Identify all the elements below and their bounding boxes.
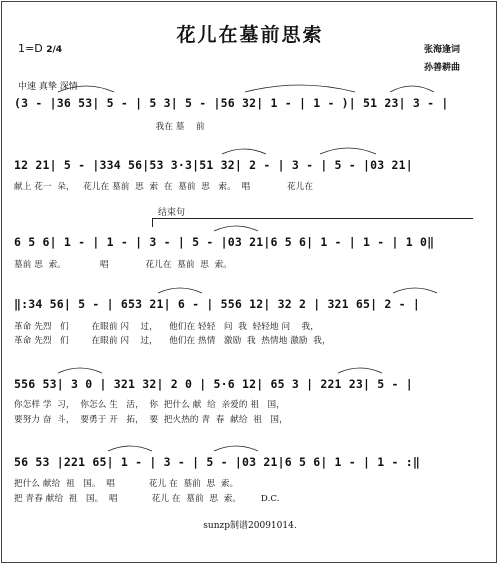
transcriber-footer: sunzp制谱20091014. <box>203 521 297 531</box>
key-label: 1=D <box>18 42 43 55</box>
lyric-line-1: 我在 墓 前 <box>14 122 205 132</box>
notation-line-1: (3 - |36 53| 5 - | 5 3| 5 - |56 32| 1 - | 1 - )| 51 23| 3 - | <box>14 96 449 110</box>
song-title: 花儿在墓前思索 <box>176 24 324 46</box>
lyric-line-5b: 要努力 奋 斗， 要勇于 开 拓， 要 把火热的 青 春 献给 祖 国， <box>14 415 288 425</box>
lyric-line-6b: 把 青春 献给 祖 国。 唱 花儿 在 墓前 思 索。 D.C. <box>14 494 280 504</box>
lyric-line-3: 墓前 思 索。 唱 花儿在 墓前 思 索。 <box>14 260 232 270</box>
lyric-line-4b: 革命 先烈 们 在眼前 闪 过， 他们在 热情 激励 我 热情地 激励 我， <box>14 336 331 346</box>
notation-line-2: 12 21| 5 - |334 56|53 3·3|51 32| 2 - | 3 - | 5 - |03 21| <box>14 158 413 172</box>
notation-line-3: 6 5 6| 1 - | 1 - | 3 - | 5 - |03 21|6 5 6| 1 - | 1 - | 1 0‖ <box>14 235 435 249</box>
notation-line-4: ‖:34 56| 5 - | 653 21| 6 - | 556 12| 32 2 | 321 65| 2 - | <box>14 297 421 311</box>
composer-credit: 孙善耕曲 <box>423 63 460 73</box>
lyric-line-2: 献上 花一 朵， 花儿在 墓前 思 索 在 墓前 思 索。 唱 花儿在 <box>14 182 314 192</box>
time-signature: 2/4 <box>46 45 62 55</box>
lyric-line-4a: 革命 先烈 们 在眼前 闪 过， 他们在 轻轻 问 我 轻轻地 问 我， <box>14 322 319 332</box>
lyricist-credit: 张海逢词 <box>423 45 460 55</box>
ending-bracket <box>152 218 473 227</box>
lyric-line-5a: 你怎样 学 习， 你怎么 生 活， 你 把什么 献 给 亲爱的 祖 国， <box>14 400 285 410</box>
notation-line-6: 56 53 |221 65| 1 - | 3 - | 5 - |03 21|6 5 6| 1 - | 1 - :‖ <box>14 455 421 469</box>
tempo-marking: 中速 真挚 深情 <box>18 82 78 92</box>
key-signature <box>18 42 62 55</box>
lyric-line-6a: 把什么 献给 祖 国。 唱 花儿 在 墓前 思 索。 <box>14 479 239 489</box>
notation-line-5: 556 53| 3 0 | 321 32| 2 0 | 5·6 12| 65 3 | 221 23| 5 - | <box>14 377 413 391</box>
ending-section-label: 结束句 <box>158 208 186 218</box>
